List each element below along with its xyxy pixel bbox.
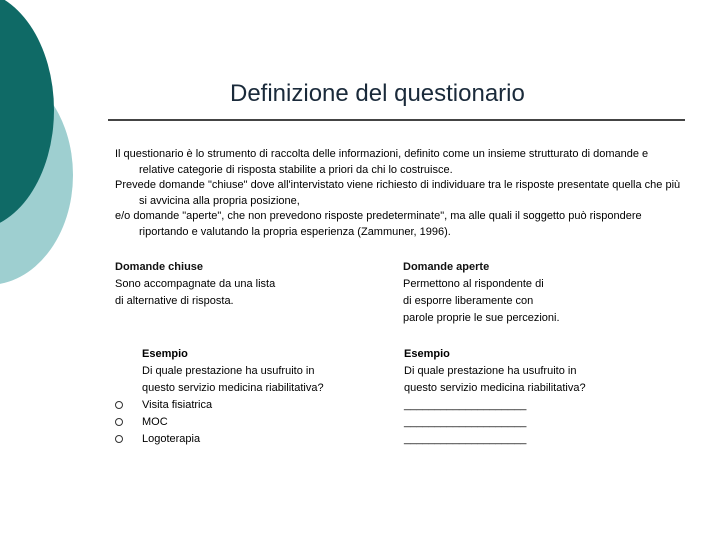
answer-blank-line: ____________________ [404, 416, 527, 428]
closed-example [142, 346, 324, 448]
circle-bullet-icon [115, 435, 123, 443]
slide-title: Definizione del questionario [230, 80, 525, 107]
open-question-line: Di quale prestazione ha usufruito in [404, 365, 577, 377]
open-questions-column [403, 259, 560, 327]
closed-options-list [142, 397, 324, 448]
closed-questions-heading: Domande chiuse [115, 261, 204, 273]
option-label: MOC [142, 416, 168, 428]
open-desc-line: Permettono al rispondente di [403, 278, 544, 290]
option-item [142, 397, 324, 414]
closed-desc-line: Sono accompagnate da una lista [115, 278, 276, 290]
closed-question-line: Di quale prestazione ha usufruito in [142, 365, 315, 377]
option-label: Logoterapia [142, 433, 201, 445]
open-questions-heading: Domande aperte [403, 261, 490, 273]
decorative-circles [0, 0, 120, 320]
open-desc-line: di esporre liberamente con [403, 295, 534, 307]
open-desc-line: parole proprie le sue percezioni. [403, 312, 560, 324]
answer-blank-line: ____________________ [404, 399, 527, 411]
intro-paragraph: Il questionario è lo strumento di raccolta delle informazioni, definito come un insieme strutturato di domande e relative categorie di risposta stabilite a priori da chi lo costruisce. [115, 148, 649, 176]
closed-questions-column [115, 259, 275, 310]
open-example-label: Esempio [404, 348, 450, 360]
circle-bullet-icon [115, 418, 123, 426]
answer-blank-line: ____________________ [404, 433, 527, 445]
closed-example-label: Esempio [142, 348, 188, 360]
closed-question-line: questo servizio medicina riabilitativa? [142, 382, 324, 394]
open-example [404, 346, 586, 448]
intro-paragraph: e/o domande "aperte", che non prevedono risposte predeterminate", ma alle quali il soggetto può rispondere riportando e valutando la propria esperienza (Zammuner, 1996). [115, 210, 642, 238]
intro-paragraph: Prevede domande "chiuse" dove all'intervistato viene richiesto di individuare tra le risposte presentate quella che più si avvicina alla propria posizione, [115, 179, 681, 207]
open-question-line: questo servizio medicina riabilitativa? [404, 382, 586, 394]
circle-bullet-icon [115, 401, 123, 409]
closed-desc-line: di alternative di risposta. [115, 295, 234, 307]
title-divider [108, 119, 685, 121]
option-label: Visita fisiatrica [142, 399, 213, 411]
option-item [142, 414, 324, 431]
option-item [142, 431, 324, 448]
intro-text [115, 147, 685, 240]
